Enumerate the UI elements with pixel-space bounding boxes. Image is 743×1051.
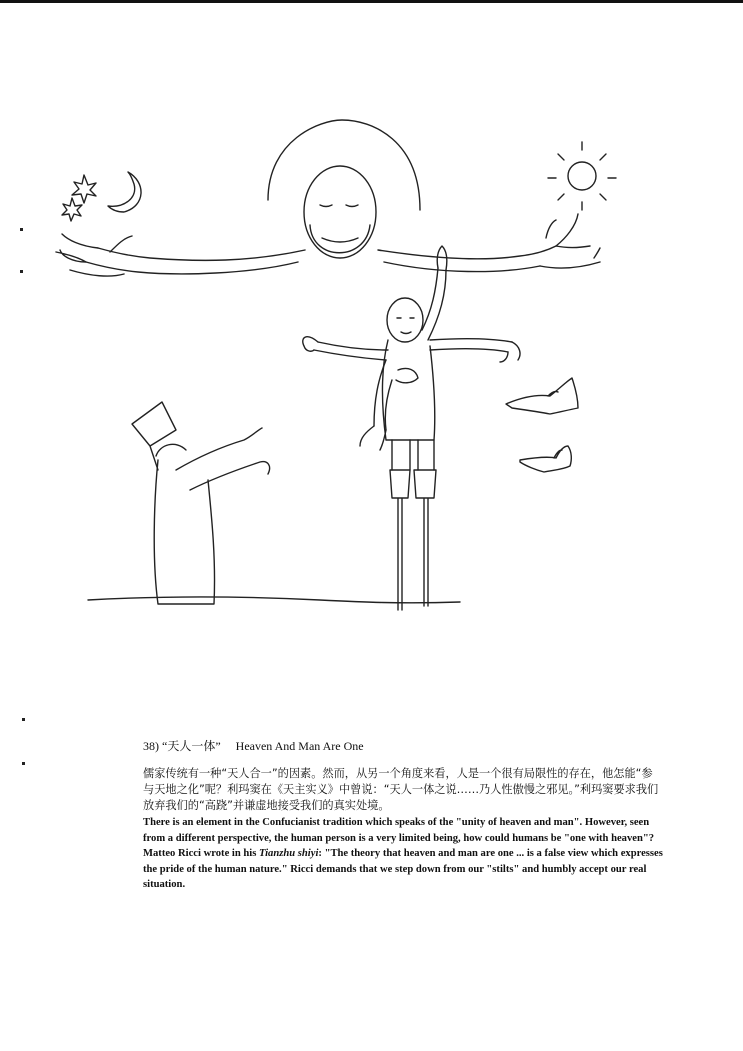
- man-hand-down: [360, 426, 386, 450]
- margin-mark: [22, 762, 25, 765]
- god-face: [304, 166, 376, 258]
- man-hand-right: [500, 342, 520, 362]
- margin-mark: [20, 228, 23, 231]
- figure-title-en: Heaven And Man Are One: [235, 739, 364, 753]
- god-eyes: [320, 205, 358, 207]
- man-arm-raised: [422, 268, 446, 340]
- god-arm-right: [378, 246, 556, 272]
- figure-number: 38): [143, 739, 159, 753]
- scholar-arm-lower: [190, 462, 270, 490]
- english-text-part1: There is an element in the Confucianist tradition which speaks of the "unity of heaven and man". However, seen from a different perspective, the human person is a very limited being, how could humans be "one with heaven"? Matteo Ricci wrote in his: [143, 817, 655, 860]
- book-title-italic: Tianzhu shiyi: [259, 848, 319, 860]
- god-hand-right: [540, 214, 600, 268]
- man-hand-chest: [396, 368, 418, 382]
- scholar-hat: [132, 402, 176, 470]
- bird-upper: [506, 378, 578, 414]
- body-text: [143, 766, 663, 893]
- star-lower: [62, 198, 82, 221]
- man-hand-left: [303, 337, 318, 351]
- man-torso: [383, 340, 435, 440]
- figure-title-zh: “天人一体”: [162, 739, 221, 753]
- stilt-left: [390, 470, 410, 610]
- scholar-head: [156, 444, 186, 456]
- scholar-arm-upper: [176, 428, 262, 470]
- bird-lower: [520, 446, 571, 472]
- sun-rays: [548, 142, 616, 210]
- man-arm-horizontal: [430, 339, 512, 352]
- stilt-right: [414, 470, 436, 606]
- scholar-robe: [154, 460, 214, 604]
- moon: [108, 172, 141, 212]
- english-paragraph: [143, 815, 663, 893]
- god-arm-left: [86, 248, 305, 274]
- man-legs: [392, 440, 434, 470]
- star-upper: [72, 175, 96, 203]
- man-face: [397, 318, 414, 334]
- figure-caption: [143, 737, 364, 754]
- chinese-paragraph: 儒家传统有一种“天人合一”的因素。然而，从另一个角度来看，人是一个很有局限性的存在，他怎能“参与天地之化”呢？利玛窦在《天主实义》中曾说：“天人一体之说……乃人性傲慢之邪见。”利玛窦要求我们放弃我们的“高跷”并谦虚地接受我们的真实处境。: [143, 767, 659, 812]
- sun: [568, 162, 596, 190]
- margin-mark: [22, 718, 25, 721]
- man-arm-left: [314, 342, 388, 360]
- man-head: [387, 298, 423, 342]
- halo-arc: [268, 120, 420, 210]
- english-text-part2: : "The theory that heaven and man are one ... is a false view which expresses the pride of the human nature." Ricci demands that we step down from our "stilts" and humbly accept our real situation.: [143, 848, 663, 891]
- margin-mark: [20, 270, 23, 273]
- ground-line: [88, 597, 460, 603]
